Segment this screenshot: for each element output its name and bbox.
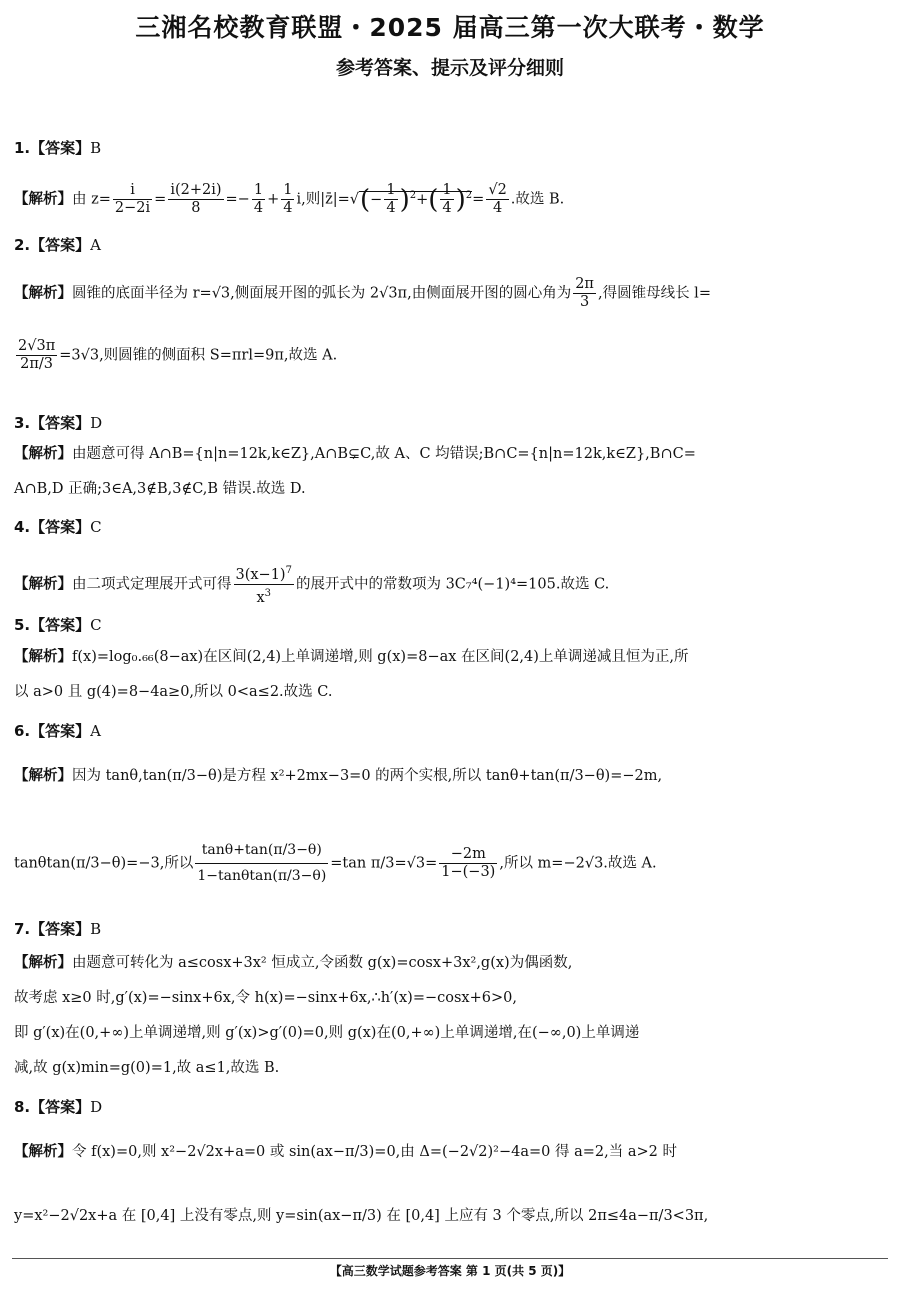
q8-answer: 8.【答案】D bbox=[14, 1098, 103, 1116]
q7-answer: 7.【答案】B bbox=[14, 920, 102, 938]
footer-divider bbox=[12, 1258, 888, 1259]
page-subtitle: 参考答案、提示及评分细则 bbox=[335, 57, 564, 79]
q5-analysis-line2: 以 a>0 且 g(4)=8−4a≥0,所以 0<a≤2.故选 C. bbox=[14, 684, 333, 700]
q4-analysis: 【解析】由二项式定理展开式可得 $\frac{3(x-1)^7}{x^3}$ 的展开式中的常数项为 3C₇⁴(−1)⁴=105.故选 C. bbox=[14, 562, 609, 607]
q1-answer: 1.【答案】B bbox=[14, 139, 102, 157]
q7-analysis-line4: 减,故 g(x)min=g(0)=1,故 a≤1,故选 B. bbox=[14, 1060, 280, 1076]
q6-analysis-line1: 【解析】因为 tanθ,tan(π/3−θ)是方程 x²+2mx−3=0 的两个实根,所以 tanθ+tan(π/3−θ)=−2m, bbox=[14, 768, 663, 784]
q3-analysis-line2: A∩B,D 正确;3∈A,3∉B,3∉C,B 错误.故选 D. bbox=[14, 481, 306, 497]
q8-analysis-line2: y=x²−2√2x+a 在 [0,4] 上没有零点,则 y=sin(ax−π/3) 在 [0,4] 上应有 3 个零点,所以 2π≤4a−π/3<3π, bbox=[14, 1208, 709, 1224]
q6-analysis-line2: tanθtan(π/3−θ)=−3,所以 $\frac{\tan\theta+\tan(\pi/3-\theta)}{1-\tan\theta\tan(\pi/3-\theta)}$ =tan π/3=√3= $\frac{-2m}{1-(-3)}$ ,所以 m=−2√3.故选 A. bbox=[14, 842, 657, 884]
page-title: 三湘名校教育联盟・2025 届高三第一次大联考・数学 bbox=[135, 13, 765, 42]
q7-analysis-line2: 故考虑 x≥0 时,g′(x)=−sinx+6x,令 h(x)=−sinx+6x,∴h′(x)=−cosx+6>0, bbox=[14, 990, 517, 1006]
q5-analysis-line1: 【解析】f(x)=log₀.₆₆(8−ax)在区间(2,4)上单调递增,则 g(x)=8−ax 在区间(2,4)上单调递减且恒为正,所 bbox=[14, 649, 689, 665]
q3-answer: 3.【答案】D bbox=[14, 414, 103, 432]
q7-analysis-line1: 【解析】由题意可转化为 a≤cosx+3x² 恒成立,令函数 g(x)=cosx+3x²,g(x)为偶函数, bbox=[14, 955, 573, 971]
q2-analysis-line2: $\frac{2√3\pi}{2\pi/3}$ =3√3,则圆锥的侧面积 S=πrl=9π,故选 A. bbox=[18, 338, 338, 372]
q8-analysis-line1: 【解析】令 f(x)=0,则 x²−2√2x+a=0 或 sin(ax−π/3)=0,由 Δ=(−2√2)²−4a=0 得 a=2,当 a>2 时 bbox=[14, 1144, 677, 1160]
page-footer: 【高三数学试题参考答案 第 1 页(共 5 页)】 bbox=[329, 1264, 571, 1278]
q1-analysis: 【解析】由 z= $\frac{i}{2-2i}$ = $\frac{i(2+2i)}{8}$ =− $\frac{1}{4}$ + $\frac{1}{4}$ i,则|z̄|=√(− $\frac{1}{4}$ )$^2$+( $\frac{1}{4}$ )$^2$= $\frac{√2}{4}$ .故选 B. bbox=[14, 182, 565, 216]
q6-answer: 6.【答案】A bbox=[14, 722, 101, 740]
q3-analysis-line1: 【解析】由题意可得 A∩B={n|n=12k,k∈Z},A∩B⊊C,故 A、C 均错误;B∩C={n|n=12k,k∈Z},B∩C= bbox=[14, 446, 696, 462]
q7-analysis-line3: 即 g′(x)在(0,+∞)上单调递增,则 g′(x)>g′(0)=0,则 g(x)在(0,+∞)上单调递增,在(−∞,0)上单调递 bbox=[14, 1025, 640, 1041]
q5-answer: 5.【答案】C bbox=[14, 616, 102, 634]
q2-answer: 2.【答案】A bbox=[14, 236, 101, 254]
q2-analysis-line1: 【解析】圆锥的底面半径为 r=√3,侧面展开图的弧长为 2√3π,由侧面展开图的圆心角为 $\frac{2\pi}{3}$ ,得圆锥母线长 l= bbox=[14, 276, 711, 310]
q4-answer: 4.【答案】C bbox=[14, 518, 102, 536]
